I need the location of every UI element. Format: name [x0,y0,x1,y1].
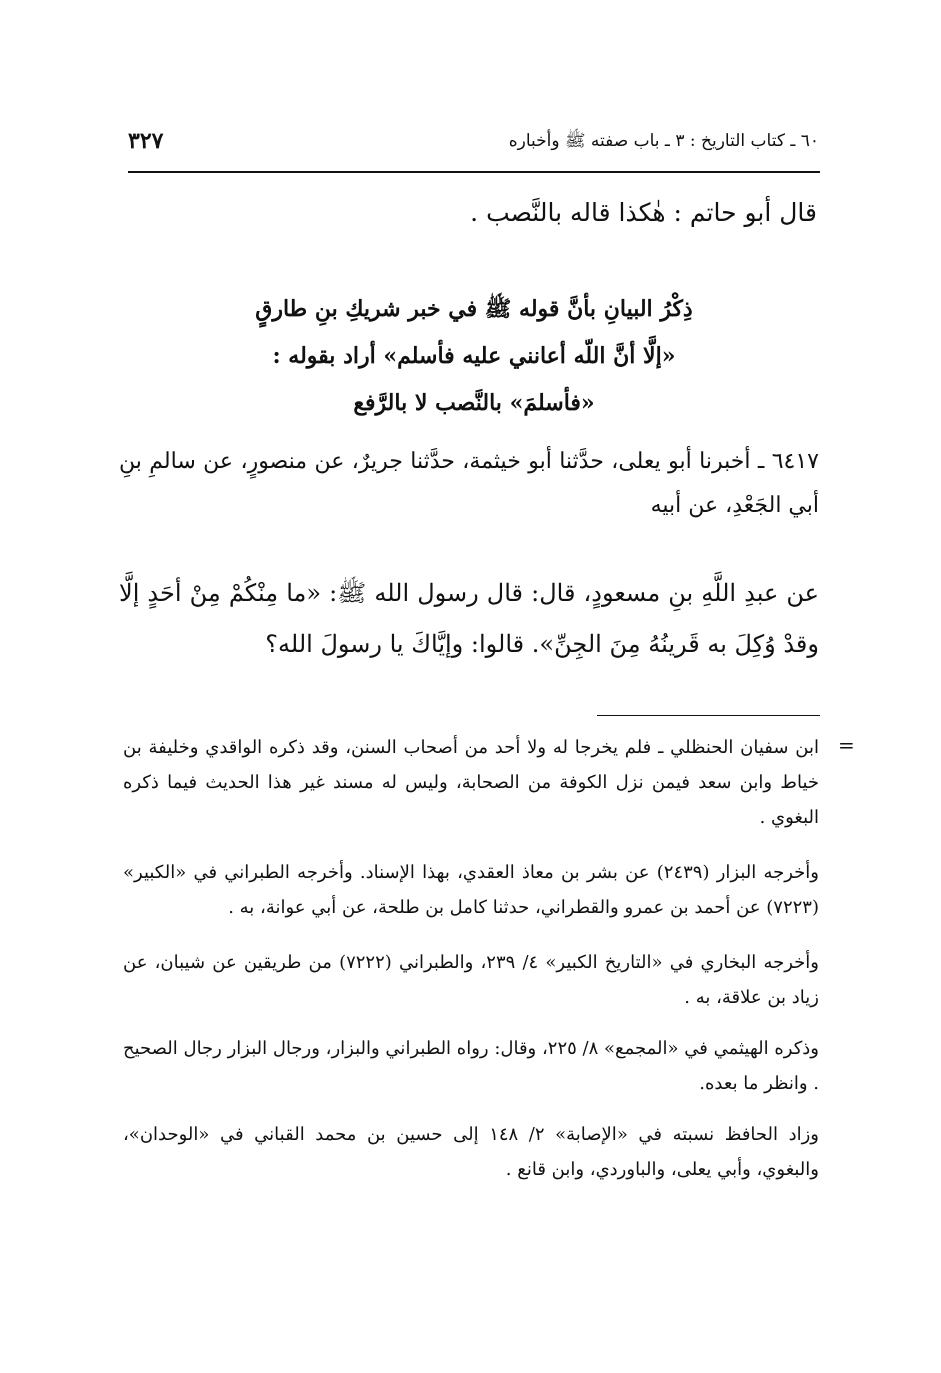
statement-line: قال أبو حاتم : هٰكذا قاله بالنَّصب . [470,198,817,227]
hadith-isnad: ٦٤١٧ ـ أخبرنا أبو يعلى، حدَّثنا أبو خيثمة، حدَّثنا جريرٌ، عن منصورٍ، عن سالمِ بنِ أبي الجَعْدِ، عن أبيه [119,449,819,518]
chapter-heading-line-2: «إلَّا أنَّ اللّه أعانني عليه فأسلم» أراد بقوله : [272,343,676,369]
footnote-paragraph: وزاد الحافظ نسبته في «الإصابة» ٢/ ١٤٨ إلى حسين بن محمد القباني في «الوحدان»، والبغوي، وأبي يعلى، والباوردي، وابن قانع . [123,1124,819,1180]
footnote-continuation-mark: = [838,733,855,757]
chapter-heading-line-3: «فأسلمَ» بالنَّصب لا بالرَّفع [353,390,595,416]
footnote-paragraph: وأخرجه البزار (٢٤٣٩) عن بشر بن معاذ العقدي، بهذا الإسناد. وأخرجه الطبراني في «الكبير» (٧٢٢٣) عن أحمد بن عمرو والقطراني، حدثنا كامل بن طلحة، عن أبي عوانة، به . [123,862,819,918]
footnote-paragraph: وذكره الهيثمي في «المجمع» ٨/ ٢٢٥، وقال: رواه الطبراني والبزار، ورجال البزار رجال الصحيح . وانظر ما بعده. [123,1038,819,1094]
footnotes [123,730,819,1203]
footnote-rule [597,715,820,716]
page-number: ٣٢٧ [128,128,164,154]
footnote-paragraph: ابن سفيان الحنظلي ـ فلم يخرجا له ولا أحد من أصحاب السنن، وقد ذكره الواقدي وخليفة بن خياط وابن سعد فيمن نزل الكوفة من الصحابة، وليس له مسند غير هذا الحديث فيما ذكره البغوي . [123,737,819,828]
chapter-heading [128,286,820,427]
hadith-matn: عن عبدِ اللَّهِ بنِ مسعودٍ، قال: قال رسول الله ﷺ: «ما مِنْكُمْ مِنْ أحَدٍ إلَّا وقدْ وُكِلَ به قَرينُهُ مِنَ الجِنِّ». قالوا: وإيَّاكَ يا رسولَ الله؟ [119,579,819,658]
footnote-paragraph: وأخرجه البخاري في «التاريخ الكبير» ٤/ ٢٣٩، والطبراني (٧٢٢٢) من طريقين عن شيبان، عن زياد بن علاقة، به . [123,952,819,1008]
chapter-heading-line-1: ذِكْرُ البيانِ بأنَّ قوله ﷺ في خبر شريكِ بنِ طارقٍ [255,296,693,322]
running-header: ٦٠ ـ كتاب التاريخ : ٣ ـ باب صفته ﷺ وأخباره [508,131,819,151]
header-rule [128,171,820,173]
